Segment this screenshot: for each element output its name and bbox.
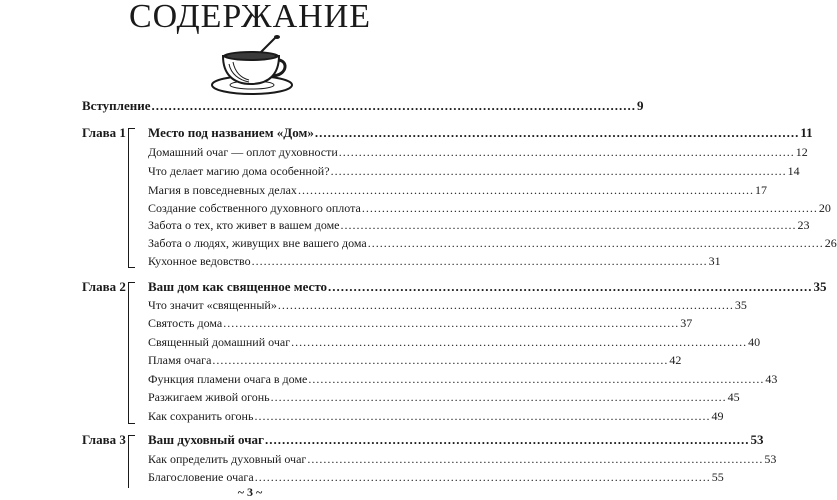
leader-dots: .................................................................................................................. — [254, 470, 711, 484]
chapter-page: 53 — [750, 432, 764, 447]
toc-item-page: 40 — [748, 335, 761, 349]
leader-dots: .................................................................................................................. — [264, 432, 750, 447]
toc-item-label: Создание собственного духовного оплота — [148, 201, 361, 215]
toc-item-label: Функция пламени очага в доме — [148, 372, 308, 386]
page-number: ~ 3 ~ — [237, 485, 263, 499]
leader-dots: .................................................................................................................. — [367, 236, 824, 250]
toc-item-label: Священный домашний очаг — [148, 335, 291, 349]
leader-dots: .................................................................................................................. — [254, 409, 711, 423]
leader-dots: .................................................................................................................. — [340, 218, 797, 232]
toc-intro-page: 9 — [636, 98, 644, 113]
leader-dots: .................................................................................................................. — [277, 298, 734, 312]
teacup-on-saucer-icon — [209, 34, 295, 96]
toc-item[interactable] — [148, 335, 761, 349]
toc-item-page: 45 — [727, 390, 740, 404]
chapter-title-row[interactable] — [148, 432, 764, 447]
chapter-bracket — [128, 282, 135, 424]
toc-item[interactable] — [148, 298, 747, 312]
toc-item-label: Магия в повседневных делах — [148, 183, 297, 197]
toc-item[interactable] — [148, 254, 721, 268]
leader-dots: .................................................................................................................. — [361, 201, 818, 215]
toc-item-label: Благословение очага — [148, 470, 254, 484]
toc-item-page: 53 — [764, 452, 777, 466]
chapter-title-row[interactable] — [148, 125, 813, 140]
toc-item-page: 31 — [708, 254, 721, 268]
toc-item[interactable] — [148, 390, 740, 404]
toc-item[interactable] — [148, 164, 800, 178]
toc-item-page: 17 — [754, 183, 767, 197]
toc-item[interactable] — [148, 409, 724, 423]
toc-item-page: 23 — [797, 218, 810, 232]
toc-item-page: 55 — [711, 470, 724, 484]
toc-item-page: 14 — [787, 164, 800, 178]
toc-item-page: 49 — [711, 409, 724, 423]
toc-item-label: Кухонное ведовство — [148, 254, 251, 268]
chapter-title: Ваш дом как священное место — [148, 279, 328, 294]
chapter-title: Место под названием «Дом» — [148, 125, 314, 140]
leader-dots: .................................................................................................................. — [328, 279, 813, 294]
toc-item[interactable] — [148, 218, 810, 232]
chapter-bracket — [128, 435, 135, 488]
toc-item[interactable] — [148, 353, 682, 367]
chapter-page: 35 — [813, 279, 827, 294]
toc-item-label: Как определить духовный очаг — [148, 452, 307, 466]
toc-item-label: Разжигаем живой огонь — [148, 390, 270, 404]
leader-dots: .................................................................................................................. — [308, 372, 765, 386]
leader-dots: .................................................................................................................. — [330, 164, 787, 178]
chapter-title-row[interactable] — [148, 279, 827, 294]
leader-dots: .................................................................................................................. — [291, 335, 748, 349]
toc-item[interactable] — [148, 452, 777, 466]
toc-item-label: Пламя очага — [148, 353, 212, 367]
toc-item[interactable] — [148, 145, 808, 159]
leader-dots: .................................................................................................................. — [212, 353, 669, 367]
leader-dots: .................................................................................................................. — [338, 145, 795, 159]
toc-item[interactable] — [148, 236, 837, 250]
chapter-label: Глава 2 — [82, 279, 126, 294]
leader-dots: .................................................................................................................. — [307, 452, 764, 466]
toc-item-page: 35 — [734, 298, 747, 312]
leader-dots: .................................................................................................................. — [314, 125, 800, 140]
leader-dots: .................................................................................................................. — [151, 98, 636, 113]
leader-dots: .................................................................................................................. — [251, 254, 708, 268]
leader-dots: .................................................................................................................. — [223, 316, 680, 330]
leader-dots: .................................................................................................................. — [297, 183, 754, 197]
toc-intro[interactable] — [82, 98, 644, 113]
leader-dots: .................................................................................................................. — [270, 390, 727, 404]
chapter-page: 11 — [800, 125, 813, 140]
toc-item[interactable] — [148, 372, 778, 386]
chapter-label: Глава 3 — [82, 432, 126, 447]
toc-item-label: Забота о тех, кто живет в вашем доме — [148, 218, 340, 232]
toc-item-label: Что делает магию дома особенной? — [148, 164, 330, 178]
toc-item-label: Забота о людях, живущих вне вашего дома — [148, 236, 367, 250]
chapter-label: Глава 1 — [82, 125, 126, 140]
toc-item-page: 26 — [824, 236, 837, 250]
toc-item-label: Святость дома — [148, 316, 223, 330]
toc-item[interactable] — [148, 183, 767, 197]
toc-item-page: 42 — [669, 353, 682, 367]
page-title: СОДЕРЖАНИЕ — [128, 0, 372, 35]
toc-item-page: 37 — [680, 316, 693, 330]
toc-item-label: Домашний очаг — оплот духовности — [148, 145, 338, 159]
toc-item-page: 43 — [765, 372, 778, 386]
toc-item[interactable] — [148, 201, 831, 215]
toc-item[interactable] — [148, 316, 693, 330]
toc-item-page: 12 — [795, 145, 808, 159]
toc-item[interactable] — [148, 470, 724, 484]
toc-item-label: Что значит «священный» — [148, 298, 277, 312]
toc-item-page: 20 — [818, 201, 831, 215]
toc-item-label: Как сохранить огонь — [148, 409, 254, 423]
chapter-bracket — [128, 128, 135, 268]
chapter-title: Ваш духовный очаг — [148, 432, 264, 447]
toc-intro-label: Вступление — [82, 98, 151, 113]
